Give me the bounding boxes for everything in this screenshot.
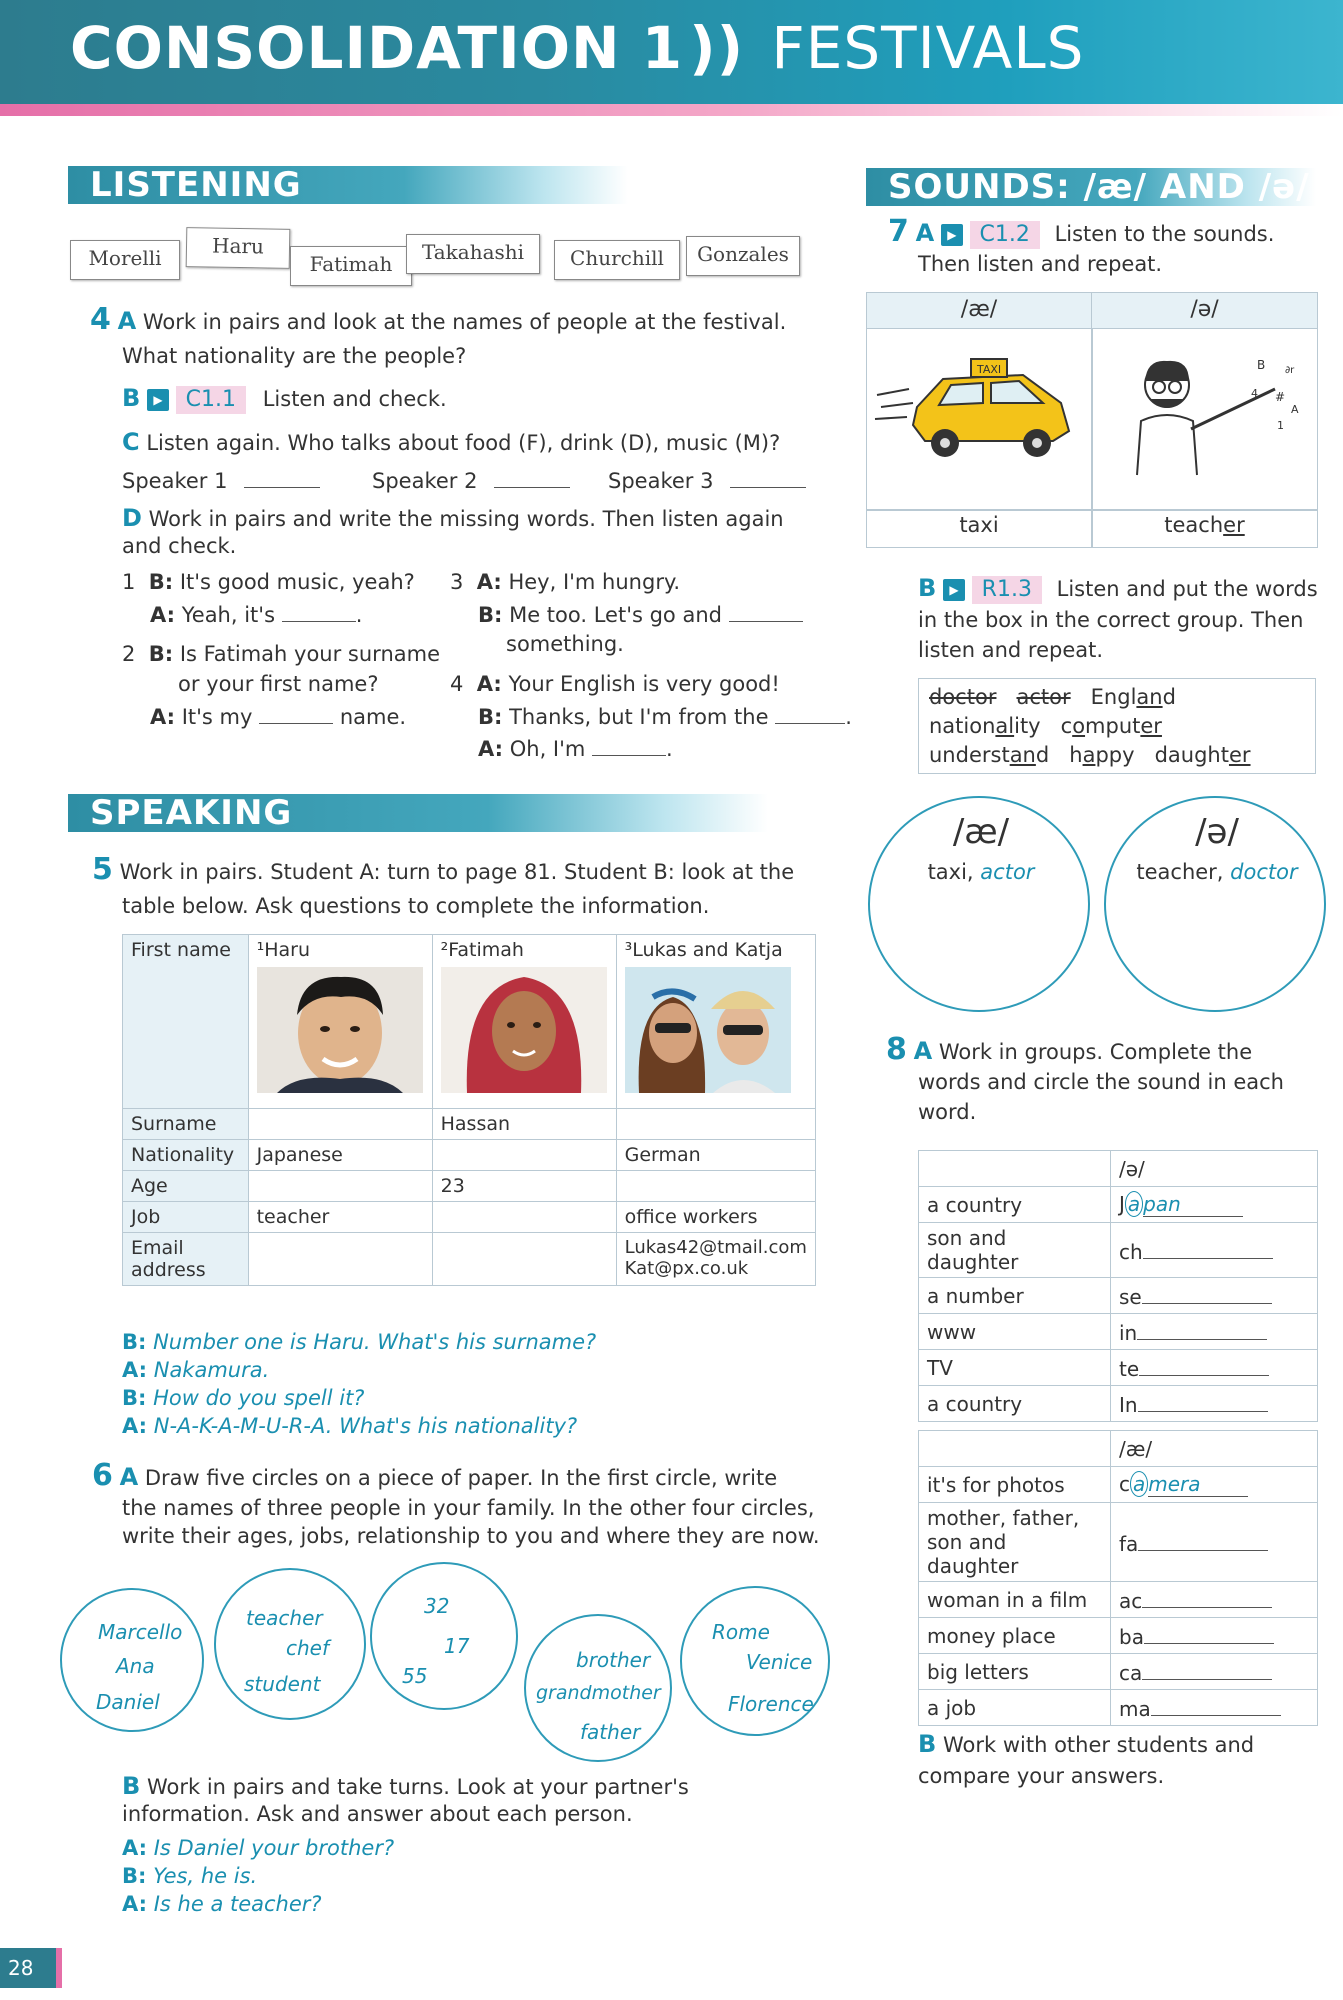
svg-text:#: #: [1275, 390, 1286, 404]
exercise-4d-line2: and check.: [122, 534, 237, 558]
sound-circle-ae: /æ/ taxi, actor: [868, 796, 1090, 1012]
exercise-number: 4: [90, 302, 111, 337]
name-card-haru: Haru: [186, 227, 291, 269]
svg-text:B: B: [1257, 358, 1266, 372]
exercise-6a-line2: the names of three people in your family. In the other four circles,: [122, 1496, 815, 1520]
exercise-4d: D Work in pairs and write the missing words. Then listen again: [122, 504, 784, 532]
schwa-word-table: /ə/ a country J a pan son and daughter ch a number se www in TV te a country In: [918, 1150, 1318, 1422]
table-row: a country In: [919, 1386, 1318, 1422]
table-row: Age 23: [123, 1171, 816, 1202]
audio-play-icon[interactable]: ▶: [943, 579, 965, 601]
dialogue-1-b: 1 B: It's good music, yeah?: [122, 570, 415, 594]
audio-track-tag[interactable]: R1.3: [972, 576, 1042, 604]
table-row: son and daughter ch: [919, 1223, 1318, 1278]
dialogue-1-a: A: Yeah, it's .: [150, 600, 362, 629]
answer-blank[interactable]: [1142, 1282, 1272, 1304]
svg-text:A: A: [1291, 403, 1299, 416]
audio-track-tag[interactable]: C1.1: [176, 386, 246, 414]
haru-photo: [257, 967, 423, 1093]
lukas-katja-cell: ³Lukas and Katja: [616, 935, 815, 1109]
answer-blank[interactable]: [1143, 1237, 1273, 1259]
lukas-katja-photo: [625, 967, 791, 1093]
dialogue-2-b-line2: or your first name?: [178, 672, 379, 696]
exercise-7b-line2: in the box in the correct group. Then: [918, 608, 1304, 632]
taxi-word: taxi: [959, 513, 999, 537]
exercise-letter: A: [117, 307, 137, 335]
taxi-illustration: [873, 345, 1083, 465]
word-box: doctor actor England nationality computer understand happy daughter: [918, 678, 1316, 774]
exercise-8a-line2: words and circle the sound in each: [918, 1070, 1284, 1094]
speaker-2: Speaker 2: [372, 466, 570, 495]
exercise-5: 5 Work in pairs. Student A: turn to page 81. Student B: look at the: [92, 852, 795, 887]
exercise-7b-line3: listen and repeat.: [918, 638, 1104, 662]
table-row: TV te: [919, 1350, 1318, 1386]
table-row: Surname Hassan: [123, 1109, 816, 1140]
dialogue-2-b: 2 B: Is Fatimah your surname: [122, 642, 441, 666]
speaking-dialogue: B: Number one is Haru. What's his surname? A: Nakamura. B: How do you spell it? A: N-A-K-A-M-U-R-A. What's his nationality?: [122, 1330, 597, 1438]
svg-text:TAXI: TAXI: [977, 363, 1002, 376]
dialogue-4-a2: A: Oh, I'm .: [478, 734, 673, 763]
sound-circle-schwa: /ə/ teacher, doctor: [1104, 796, 1326, 1012]
family-circle-ages: 32 17 55: [370, 1562, 518, 1710]
dialogue-3-a: 3 A: Hey, I'm hungry.: [450, 570, 681, 594]
dialogue-4-a: 4 A: Your English is very good!: [450, 672, 780, 696]
answer-blank[interactable]: [1138, 1390, 1268, 1412]
svg-text:1: 1: [1277, 419, 1284, 432]
table-row: Email address Lukas42@tmail.com Kat@px.co.uk: [123, 1233, 816, 1286]
ae-word-table: /æ/ it's for photos c a mera mother, father, son and daughter fa woman in a film ac money place ba big letters ca a job ma: [918, 1430, 1318, 1726]
fatimah-photo: [441, 967, 607, 1093]
page-title: [70, 14, 1084, 82]
exercise-8a: 8 A Work in groups. Complete the: [886, 1032, 1253, 1067]
exercise-7a-line2: Then listen and repeat.: [918, 252, 1163, 276]
speaker-3: Speaker 3: [608, 466, 806, 495]
answer-blank[interactable]: [1144, 1622, 1274, 1644]
table-row: www in: [919, 1314, 1318, 1350]
svg-text:∂r: ∂r: [1285, 365, 1295, 376]
table-row: Job teacher office workers: [123, 1202, 816, 1233]
family-circle-jobs: teacher chef student: [214, 1568, 366, 1720]
name-card-fatimah: Fatimah: [290, 246, 412, 286]
exercise-4a: 4 A Work in pairs and look at the names of people at the festival.: [90, 302, 787, 337]
sounds-picture-table: /æ/ /ə/ TAXI B ∂r 4 # A 1 taxi teacher: [866, 292, 1318, 548]
name-card-gonzales: Gonzales: [686, 236, 800, 276]
header-stripe: [0, 104, 1343, 116]
answer-blank[interactable]: [1138, 1529, 1268, 1551]
table-row: a country J a pan: [919, 1187, 1318, 1223]
table-row: money place ba: [919, 1618, 1318, 1654]
table-row: it's for photos c a mera: [919, 1467, 1318, 1503]
answer-blank[interactable]: [1137, 1318, 1267, 1340]
family-circle-relationships: brother grandmother father: [524, 1614, 672, 1762]
exercise-6b-dialogue: A: Is Daniel your brother? B: Yes, he is. A: Is he a teacher?: [122, 1836, 395, 1916]
dialogue-3-b: B: Me too. Let's go and: [478, 600, 803, 629]
exercise-8b-line2: compare your answers.: [918, 1764, 1165, 1788]
audio-play-icon[interactable]: ▶: [147, 389, 169, 411]
dialogue-3-b-line2: something.: [506, 632, 624, 656]
answer-blank[interactable]: [1142, 1658, 1272, 1680]
answer-blank[interactable]: [1139, 1354, 1269, 1376]
page-number: 28: [0, 1948, 56, 1988]
teacher-word: teacher: [1164, 513, 1245, 537]
family-circle-names: Marcello Ana Daniel: [60, 1588, 204, 1732]
exercise-6a-line3: write their ages, jobs, relationship to you and where they are now.: [122, 1524, 820, 1548]
page-number-stripe: [56, 1948, 62, 1988]
name-card-churchill: Churchill: [554, 240, 680, 280]
name-card-takahashi: Takahashi: [406, 234, 540, 274]
exercise-7a: 7 A ▶ C1.2 Listen to the sounds.: [888, 214, 1275, 249]
fatimah-cell: ²Fatimah: [432, 935, 616, 1109]
speaking-heading: SPEAKING: [68, 794, 768, 832]
dialogue-2-a: A: It's my name.: [150, 702, 406, 731]
answer-blank[interactable]: [1151, 1694, 1281, 1716]
answer-blank[interactable]: [1142, 1586, 1272, 1608]
table-row: a number se: [919, 1278, 1318, 1314]
exercise-8b: B Work with other students and: [918, 1730, 1255, 1758]
listening-heading: LISTENING: [68, 166, 628, 204]
teacher-illustration: [1107, 345, 1307, 485]
exercise-4c: C Listen again. Who talks about food (F), drink (D), music (M)?: [122, 428, 781, 456]
title-right: FESTIVALS: [771, 14, 1085, 82]
dialogue-4-b: B: Thanks, but I'm from the .: [478, 702, 852, 731]
table-row: Nationality Japanese German: [123, 1140, 816, 1171]
exercise-4b: B ▶ C1.1 Listen and check.: [122, 384, 447, 412]
table-row: mother, father, son and daughter fa: [919, 1503, 1318, 1582]
table-row: woman in a film ac: [919, 1582, 1318, 1618]
exercise-6b: B Work in pairs and take turns. Look at your partner's: [122, 1772, 689, 1800]
audio-track-tag[interactable]: C1.2: [970, 221, 1040, 249]
exercise-5-line2: table below. Ask questions to complete the information.: [122, 894, 710, 918]
title-separator: )): [689, 14, 745, 82]
exercise-4a-line2: What nationality are the people?: [122, 344, 467, 368]
exercise-6b-line2: information. Ask and answer about each person.: [122, 1802, 633, 1826]
exercise-7b: B ▶ R1.3 Listen and put the words: [918, 574, 1318, 602]
family-circle-places: Rome Venice Florence: [680, 1586, 830, 1736]
title-left: CONSOLIDATION 1: [70, 14, 684, 82]
table-row: big letters ca: [919, 1654, 1318, 1690]
exercise-6a: 6 A Draw five circles on a piece of paper. In the first circle, write: [92, 1458, 778, 1493]
table-row: a job ma: [919, 1690, 1318, 1726]
exercise-8a-line3: word.: [918, 1100, 977, 1124]
people-table: [122, 934, 816, 1286]
svg-text:4: 4: [1251, 387, 1258, 400]
audio-play-icon[interactable]: ▶: [941, 224, 963, 246]
speaker-1: Speaker 1: [122, 466, 320, 495]
haru-cell: ¹Haru: [248, 935, 432, 1109]
first-name-label: First name: [123, 935, 249, 1109]
name-card-morelli: Morelli: [70, 240, 180, 280]
sounds-heading: SOUNDS: /æ/ AND /ə/: [866, 168, 1316, 206]
